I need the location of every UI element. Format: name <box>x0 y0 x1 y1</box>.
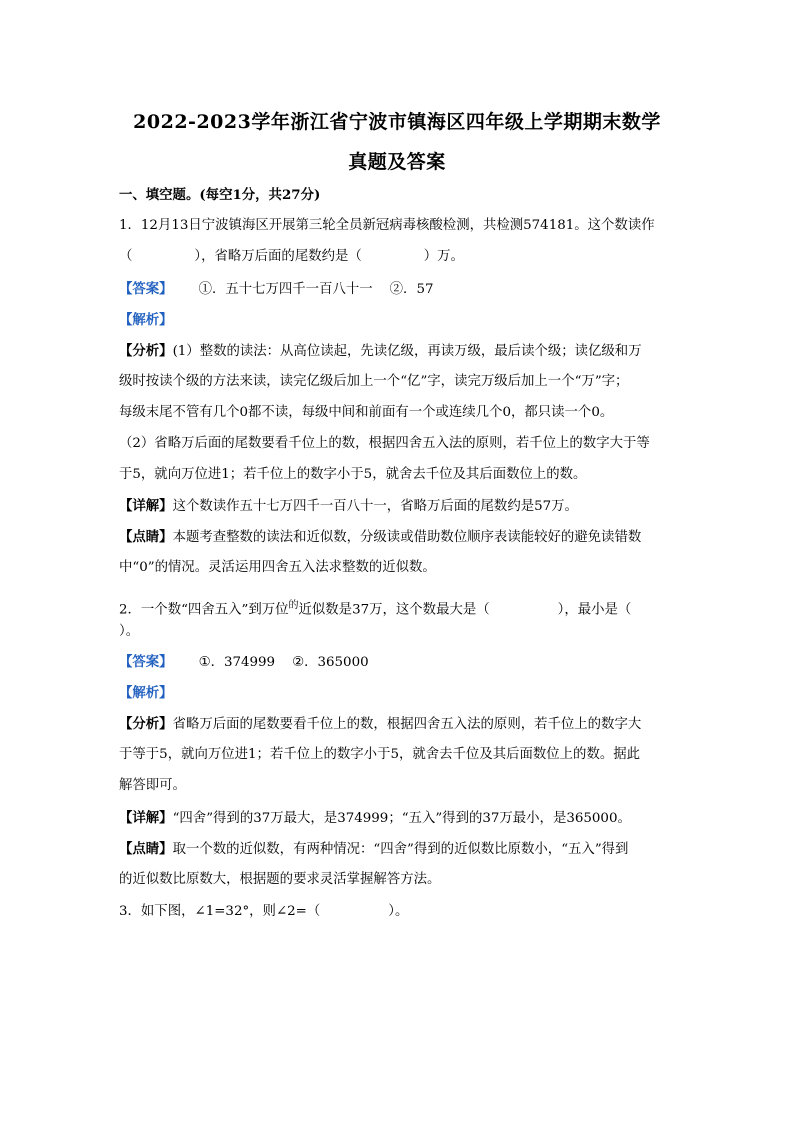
q2-xiangjie-line <box>119 808 631 829</box>
question-1-line2 <box>119 247 464 267</box>
q2-fenxi-line2: 于等于5，就向万位进1；若千位上的数字小于5，就舍去千位及其后面数位上的数。据此 <box>119 747 641 762</box>
q1-end-text: ）万。 <box>423 249 464 264</box>
fenxi-tag: 【分析】 <box>119 716 173 732</box>
document-title: 2022-2023学年浙江省宁波市镇海区四年级上学期期末数学 <box>133 111 661 133</box>
answer-tag: 【答案】 <box>119 654 173 670</box>
q2-dianjing-text1: 取一个数的近似数，有两种情况：“四舍”得到的近似数比原数小，“五入”得到 <box>172 842 629 857</box>
q2-text-c: ），最小是（ <box>557 602 632 618</box>
q2-answer-text: ①．374999 ②．365000 <box>198 655 369 670</box>
q2-fenxi-line3: 解答即可。 <box>119 778 186 793</box>
q1-mid-text: ），省略万后面的尾数约是（ <box>194 249 362 264</box>
q1-dianjing-line1 <box>119 527 641 548</box>
q3-text-a: 3．如下图，∠1=32°，则∠2=（ <box>119 904 321 919</box>
dianjing-tag: 【点睛】 <box>119 529 173 545</box>
document-title-line2: 真题及答案 <box>348 151 446 173</box>
q2-text-b: 近似数是37万，这个数最大是（ <box>298 602 490 618</box>
q1-paren-open: （ <box>119 249 133 264</box>
q1-answer-line <box>119 279 434 300</box>
fenxi-tag: 【分析】 <box>119 343 173 359</box>
answer-tag: 【答案】 <box>119 281 173 297</box>
question-1-line1: 1．12月13日宁波镇海区开展第三轮全员新冠病毒核酸检测，共检测574181。这个数读作 <box>119 218 655 233</box>
section-heading: 一、填空题。(每空1分，共27分) <box>119 187 321 203</box>
question-3-line1 <box>119 902 408 922</box>
q1-fenxi-line4: （2）省略万后面的尾数要看千位上的数，根据四舍五入法的原则，若千位上的数字大于等 <box>119 436 650 451</box>
dianjing-tag: 【点睛】 <box>119 841 173 857</box>
question-2-line1 <box>119 596 631 620</box>
xiangjie-tag: 【详解】 <box>119 498 173 514</box>
q1-xiangjie-line <box>119 496 578 517</box>
q1-fenxi-line2: 级时按读个级的方法来读，读完亿级后加上一个“亿”字，读完万级后加上一个“万”字； <box>119 374 629 389</box>
q2-xiangjie-text: “四舍”得到的37万最大，是374999；“五入”得到的37万最小，是365000。 <box>172 811 631 826</box>
q1-fenxi-text1: (1）整数的读法：从高位读起，先读亿级，再读万级，最后读个级；读亿级和万 <box>172 344 642 359</box>
q1-dianjing-line2: 中“0”的情况。灵活运用四舍五入法求整数的近似数。 <box>119 560 436 575</box>
q1-dianjing-text1: 本题考查整数的读法和近似数，分级读或借助数位顺序表读能较好的避免读错数 <box>172 530 642 545</box>
q1-answer-text: ①．五十七万四千一百八十一 ②．57 <box>198 282 434 297</box>
xiangjie-tag: 【详解】 <box>119 810 173 826</box>
q2-text-a: 2．一个数“四舍五入”到万位 <box>119 602 289 618</box>
q2-fenxi-text1: 省略万后面的尾数要看千位上的数，根据四舍五入法的原则，若千位上的数字大 <box>172 717 642 732</box>
q1-xiangjie-text: 这个数读作五十七万四千一百八十一，省略万后面的尾数约是57万。 <box>172 499 578 514</box>
q2-dianjing-line2: 的近似数比原数大，根据题的要求灵活掌握解答方法。 <box>119 872 441 887</box>
analysis-tag: 【解析】 <box>119 685 173 701</box>
q1-fenxi-line1 <box>119 341 642 362</box>
q2-answer-line <box>119 652 369 673</box>
q1-fenxi-line3: 每级末尾不管有几个0都不读，每级中间和前面有一个或连续几个0，都只读一个0。 <box>119 405 614 420</box>
question-2-line2: ）。 <box>119 624 140 639</box>
q2-dianjing-line1 <box>119 839 628 860</box>
q2-fenxi-line1 <box>119 714 641 735</box>
q3-text-b: ）。 <box>388 904 409 919</box>
q2-superscript: 的 <box>288 600 299 611</box>
q1-fenxi-line5: 于5，就向万位进1；若千位上的数字小于5，就舍去千位及其后面数位上的数。 <box>119 467 587 482</box>
analysis-tag: 【解析】 <box>119 312 173 328</box>
